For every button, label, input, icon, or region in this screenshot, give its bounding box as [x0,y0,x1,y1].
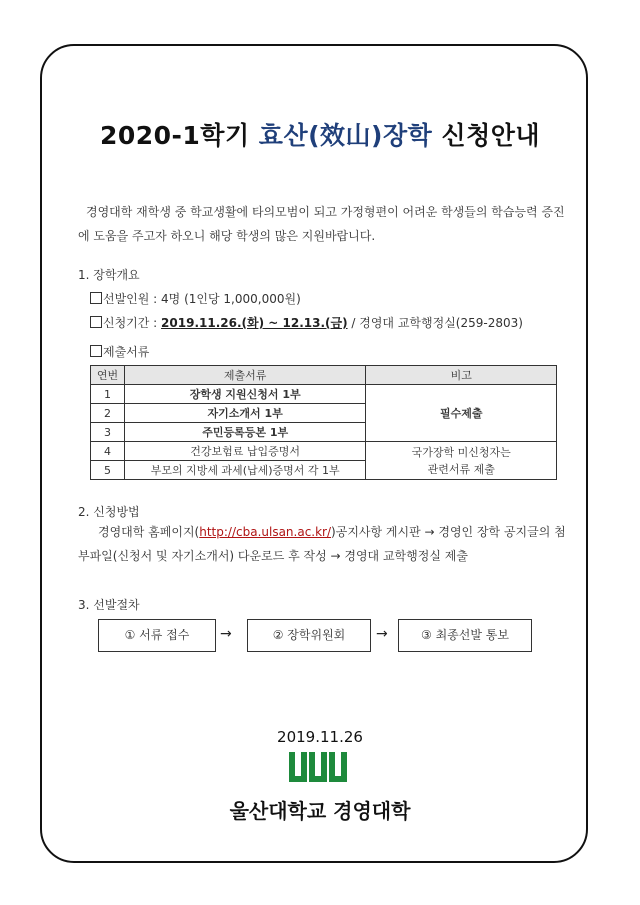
row-number: 5 [91,461,125,480]
title-year: 2020-1학기 [99,121,259,150]
row-number: 1 [91,385,125,404]
arrow-icon: → [220,626,232,642]
column-header: 비고 [366,366,557,385]
application-method-text [78,520,568,568]
section2-heading: 2. 신청방법 [78,505,140,519]
row-number: 2 [91,404,125,423]
period-office: / 경영대 교학행정실(259-2803) [347,316,523,330]
page-title [0,116,640,152]
document-name: 주민등록등본 1부 [124,423,365,442]
step-scholarship-committee: ② 장학위원회 [247,619,371,652]
checkbox-icon [90,292,102,304]
method-text-before: 경영대학 홈페이지( [98,525,200,539]
table-row [91,385,557,404]
period-value: 2019.11.26.(화) ~ 12.13.(금) [161,316,348,330]
university-logo [287,750,351,784]
arrow-icon: → [376,626,388,642]
document-name: 장학생 지원신청서 1부 [124,385,365,404]
method-text-after: )공지사항 게시판 → 경영인 장학 공지글의 첨부파일(신청서 및 자기소개서) 다운로드 후 작성 → 경영대 교학행정실 제출 [78,525,566,563]
documents-label-line [90,343,149,360]
title-scholarship-name: 효산(效山)장학 [258,121,433,150]
row-number: 3 [91,423,125,442]
row-number: 4 [91,442,125,461]
column-header: 연번 [91,366,125,385]
note-conditional-line1: 국가장학 미신청자는 [411,445,511,459]
note-conditional [366,442,557,480]
homepage-link[interactable]: http://cba.ulsan.ac.kr/ [199,525,332,539]
document-name: 건강보험료 납입증명서 [124,442,365,461]
documents-table [90,365,557,480]
note-required: 필수제출 [366,385,557,442]
section3-heading: 3. 선발절차 [78,598,140,612]
step-document-submission: ① 서류 접수 [98,619,216,652]
selection-count-line [90,290,301,307]
document-name: 자기소개서 1부 [124,404,365,423]
application-period-line [90,314,523,331]
document-name: 부모의 지방세 과세(납세)증명서 각 1부 [124,461,365,480]
period-label: 신청기간 : [103,316,162,330]
university-name: 울산대학교 경영대학 [229,799,411,823]
selection-label: 선발인원 : [103,292,162,306]
notice-date: 2019.11.26 [277,728,363,746]
column-header: 제출서류 [124,366,365,385]
intro-paragraph: 경영대학 재학생 중 학교생활에 타의모범이 되고 가정형편이 어려운 학생들의 학습능력 증진에 도움을 주고자 하오니 해당 학생의 많은 지원바랍니다. [78,205,565,243]
table-row [91,442,557,461]
step-final-notification: ③ 최종선발 통보 [398,619,532,652]
title-suffix: 신청안내 [432,121,541,150]
table-header-row [91,366,557,385]
section1-heading: 1. 장학개요 [78,268,140,282]
checkbox-icon [90,316,102,328]
checkbox-icon [90,345,102,357]
selection-value: 4명 (1인당 1,000,000원) [161,292,301,306]
documents-label: 제출서류 [103,345,150,359]
note-conditional-line2: 관련서류 제출 [427,462,495,476]
